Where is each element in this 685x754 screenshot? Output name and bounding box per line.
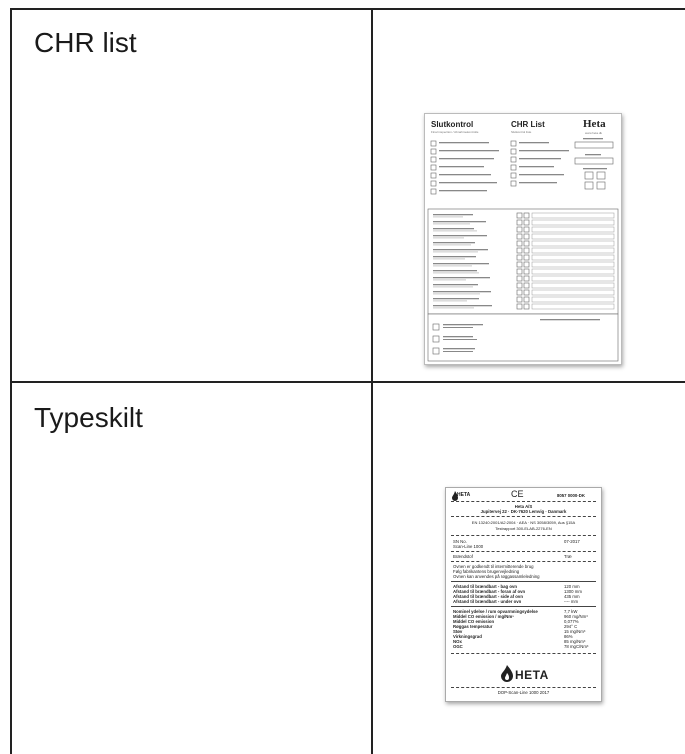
plate-sn-label: SN No. [453, 539, 467, 544]
plate-spec-label: Nominel ydelse / rum opvarmningsydelse [453, 609, 538, 614]
plate-test-report: Testrapport 300-ELAB-2276-EN [495, 526, 552, 531]
row-label-typeskilt: Typeskilt [34, 402, 143, 433]
plate-divider [451, 501, 596, 502]
plate-distance-label: Afstand til brændbart - under ovn [453, 599, 522, 604]
plate-company: Heta A/S [514, 504, 533, 509]
plate-distance-label: Afstand til brændbart - foran af ovn [453, 589, 526, 594]
plate-spec-label: Middel CO emission [453, 619, 495, 624]
plate-approval-line: Følg fabrikantens brugervejledning [453, 569, 520, 574]
form-subtitle-right: Slutkontrol liste [511, 130, 532, 134]
plate-spec-value: 294° C [564, 624, 578, 629]
plate-spec-value: 0,077% [564, 619, 579, 624]
plate-divider [451, 581, 596, 582]
plate-model: Scan-Line 1000 [453, 544, 484, 549]
plate-distance-label: Afstand til brændbart - bag ovn [453, 584, 517, 589]
plate-distance-value: ---- mm [564, 599, 579, 604]
form-title-slutkontrol: Slutkontrol [431, 120, 474, 129]
plate-date: 07-2017 [564, 539, 580, 544]
plate-code: 8057 0000-DK [557, 493, 585, 498]
form-subtitle-left: Final inspection / Abnahmekontrolle [431, 130, 479, 134]
ce-mark: CE [511, 489, 524, 499]
plate-address: Jupitervej 22 · DK-7620 Lemvig · Danmark [480, 509, 567, 514]
plate-fuel-label: Brændstof [453, 554, 473, 559]
typeskilt-label-image [445, 487, 602, 702]
heta-flame-icon [499, 665, 515, 683]
form-heta-logo: Heta [583, 118, 606, 130]
plate-fuel-value: Træ [564, 554, 572, 559]
plate-spec-value: 960 mg/Nm³ [564, 614, 588, 619]
plate-distance-value: 120 mm [564, 584, 580, 589]
form-website: www.heta.dk [585, 131, 603, 135]
plate-footer-logo: HETA [515, 668, 549, 682]
row-label-chr-list: CHR list [34, 27, 137, 58]
plate-divider [451, 606, 596, 607]
form-fields-graphic [425, 114, 621, 364]
plate-spec-value: 78 mgC/Nm³ [564, 644, 589, 649]
plate-spec-value: 86% [564, 634, 573, 639]
plate-divider [451, 551, 596, 552]
plate-distance-value: 435 mm [564, 594, 580, 599]
plate-spec-label: NOx [453, 639, 462, 644]
plate-spec-value: 7,7 kW [564, 609, 578, 614]
chr-list-document-image [424, 113, 622, 365]
plate-distance-value: 1300 mm [564, 589, 582, 594]
plate-footer: DOP-Scan-Line 1000 2017 [497, 690, 550, 695]
plate-divider [451, 561, 596, 562]
plate-divider [451, 516, 596, 517]
plate-spec-label: Støv [453, 629, 463, 634]
plate-spec-label: Middel CO emission / mg/Nm³ [453, 614, 514, 619]
row-divider [10, 381, 685, 383]
plate-spec-value: 85 mg/Nm³ [564, 639, 586, 644]
plate-approval-line: Ovnen kan anvendes på røggassamleledning [453, 574, 540, 579]
form-title-chr-list: CHR List [511, 120, 545, 129]
plate-approval-line: Ovnen er godkendt til intermitterende brug [453, 564, 534, 569]
plate-brand: HETA [457, 492, 471, 498]
plate-spec-value: 15 mg/Nm³ [564, 629, 586, 634]
plate-spec-label: OGC [453, 644, 463, 649]
plate-divider [451, 653, 596, 654]
plate-distance-label: Afstand til brændbart - side af ovn [453, 594, 523, 599]
plate-divider [451, 687, 596, 688]
plate-divider [451, 535, 596, 536]
plate-standards: EN 13240:2001/A2:2004 · AEA · NS 3058/3059, Aus §15A [471, 520, 576, 525]
plate-spec-label: Virkningsgrad [453, 634, 482, 639]
plate-spec-label: Røggas temperatur [453, 624, 493, 629]
